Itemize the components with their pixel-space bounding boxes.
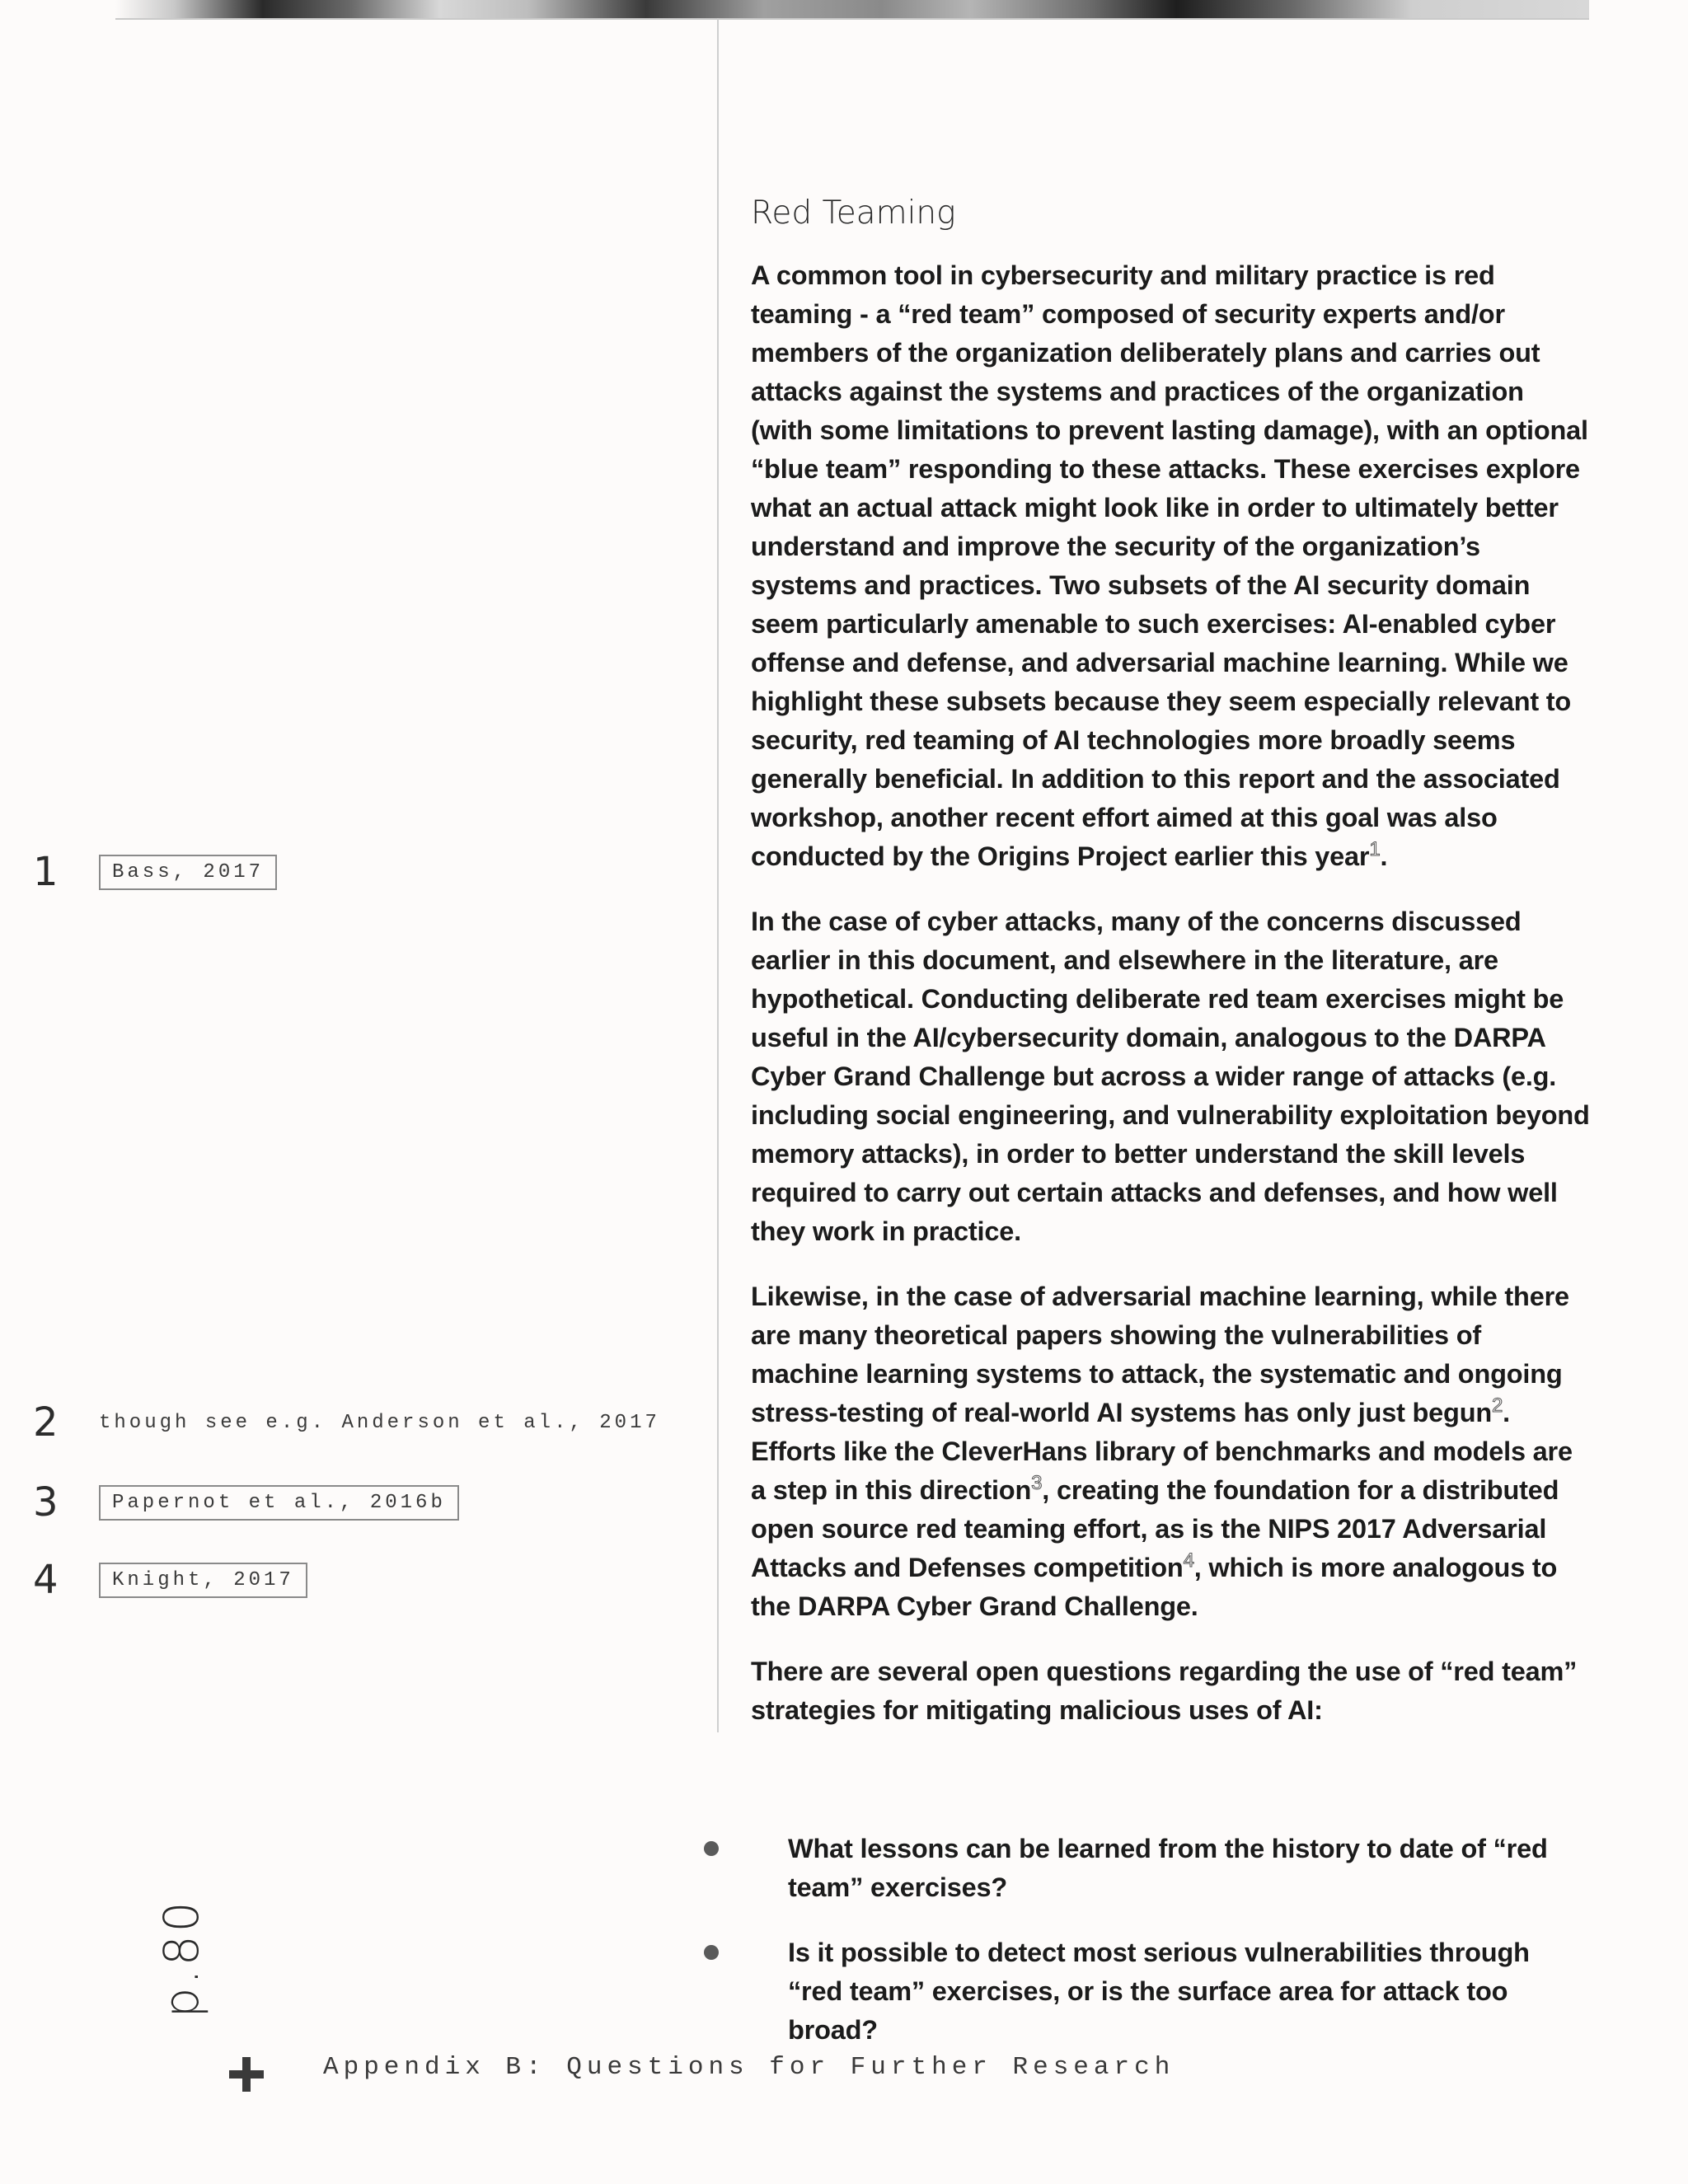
sidenote-number: 1 [33,849,59,895]
sidenote-number: 3 [33,1479,59,1526]
sidenote-citation[interactable]: Bass, 2017 [99,855,277,890]
footnote-ref-4[interactable]: 4 [1183,1549,1194,1572]
sidenote-citation[interactable]: Papernot et al., 2016b [99,1485,459,1521]
main-column [751,194,1592,1756]
paragraph-2: In the case of cyber attacks, many of the concerns discussed earlier in this document, and elsewhere in the literature, are hypothetical. Conducting deliberate red team exercises might be useful in the AI/cybersecurity domain, analogous to the DARPA Cyber Grand Challenge but across a wider range of attacks (e.g. including social engineering, and vulnerability exploitation beyond memory attacks), in order to better understand the skill levels required to carry out certain attacks and defenses, and how well they work in practice. [751,907,1590,1246]
top-gradient-bar [115,0,1589,18]
paragraph-4: There are several open questions regarding the use of “red team” strategies for mitigating malicious uses of AI: [751,1657,1578,1725]
footnote-ref-2[interactable]: 2 [1492,1394,1503,1418]
sidenote-number: 2 [33,1399,59,1446]
sidenote-1 [33,849,277,895]
column-divider [717,18,719,1732]
sidenote-number: 4 [33,1557,59,1603]
page-number: p.80 [153,1898,209,2018]
list-item [701,1830,1591,1907]
footnote-ref-3[interactable]: 3 [1031,1472,1043,1495]
list-item [701,1933,1591,2050]
list-item-text: What lessons can be learned from the history to date of “red team” exercises? [788,1834,1548,1902]
list-item-text: Is it possible to detect most serious vulnerabilities through “red team” exercises, or is the surface area for attack too broad? [788,1938,1530,2045]
sidenote-citation[interactable]: Knight, 2017 [99,1563,307,1598]
footnote-ref-1[interactable]: 1 [1369,838,1381,861]
question-list [701,1830,1591,2076]
bullet-dot-icon [704,1841,719,1856]
sidenote-4 [33,1557,307,1603]
section-title: Red Teaming [751,194,956,232]
plus-icon [229,2057,264,2092]
sidenote-2 [33,1399,660,1446]
sidenote-3 [33,1479,459,1526]
top-rule [115,18,1589,20]
paragraph-1: A common tool in cybersecurity and military practice is red teaming - a “red team” composed of security experts and/or members of the organization deliberately plans and carries out attacks against the systems and practices of the organization (with some limitations to prevent lasting damage), with an optional “blue team” responding to these attacks. These exercises explore what an actual attack might look like in order to ultimately better understand and improve the security of the organization’s systems and practices. Two subsets of the AI security domain seem particularly amenable to such exercises: AI-enabled cyber offense and defense, and adversarial machine learning. While we highlight these subsets because they seem especially relevant to security, red teaming of AI technologies more broadly seems generally beneficial. In addition to this report and the associated workshop, another recent effort aimed at this goal was also conducted by the Origins Project earlier this year$^1$. [751,260,1588,871]
sidenote-text: though see e.g. Anderson et al., 2017 [99,1411,660,1434]
section-footer-label: Appendix B: Questions for Further Research [323,2053,1175,2082]
bullet-dot-icon [704,1945,719,1960]
paragraph-3: Likewise, in the case of adversarial machine learning, while there are many theoretical papers showing the vulnerabilities of machine learning systems to attack, the systematic and ongoing stress-testing of real-world AI systems has only just begun$^2$. Efforts like the CleverHans library of benchmarks and models are a step in this direction$^3$, creating the foundation for a distributed open source red teaming effort, as is the NIPS 2017 Adversarial Attacks and Defenses competition$^4$, which is more analogous to the DARPA Cyber Grand Challenge. [751,1282,1573,1621]
